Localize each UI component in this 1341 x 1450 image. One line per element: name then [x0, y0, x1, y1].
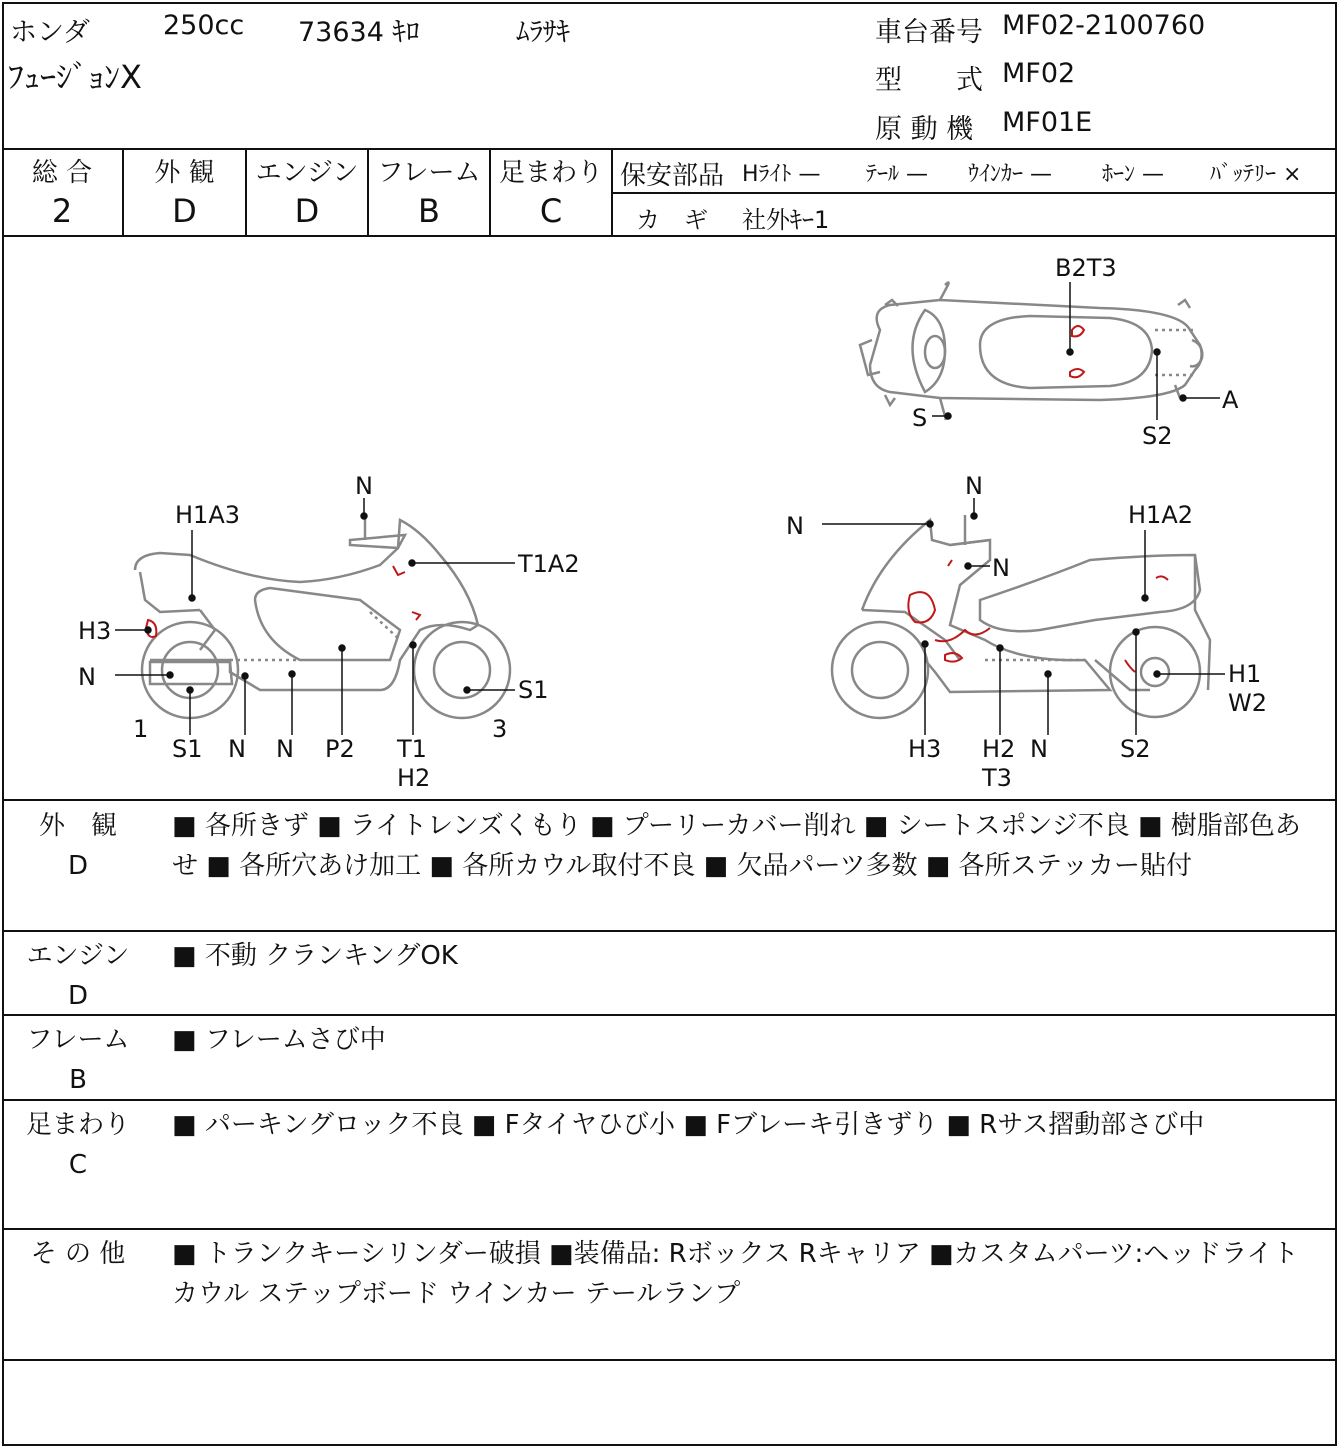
diagram-label: N	[786, 512, 804, 540]
divider	[2, 930, 1337, 932]
key-label: カ ギ	[636, 206, 708, 234]
diagram-label: P2	[325, 735, 355, 763]
diagram-label: H1	[1228, 660, 1262, 688]
section-chassis-text: ■ パーキングロック不良 ■ Fタイヤひび小 ■ Fブレーキ引きずり ■ Rサス摺動部さび中	[172, 1110, 1205, 1140]
safety-horn: ﾎｰﾝ —	[1102, 162, 1165, 187]
diagram-label: H2	[397, 764, 431, 792]
section-exterior-label: 外 観 D	[38, 811, 117, 881]
mileage: 73634 ｷﾛ	[298, 17, 420, 48]
section-frame-label: フレーム B	[26, 1025, 130, 1095]
diagram-label: S1	[518, 676, 549, 704]
diagram-label: H1A2	[1128, 501, 1194, 529]
right-side-scooter	[832, 515, 1210, 718]
diagram-label: N	[965, 472, 983, 500]
divider	[2, 148, 1337, 150]
grade-exterior-value: D	[172, 192, 197, 230]
top-view-scooter	[860, 283, 1202, 421]
diagram-label: H3	[908, 735, 942, 763]
safety-battery: ﾊﾞｯﾃﾘｰ ×	[1210, 162, 1302, 187]
diagram-label: T1A2	[518, 550, 580, 578]
diagram-label: S1	[172, 735, 203, 763]
diagram-label: N	[992, 554, 1010, 582]
damage-diagram	[0, 237, 1341, 800]
key-value: 社外ｷｰ1	[742, 206, 830, 234]
grade-total-value: 2	[51, 192, 73, 230]
diagram-label: 1	[133, 715, 149, 743]
diagram-label: S2	[1120, 735, 1151, 763]
diagram-label: T3	[982, 764, 1012, 792]
diagram-label: N	[228, 735, 246, 763]
diagram-label: S2	[1142, 422, 1173, 450]
safety-label: 保安部品	[620, 161, 725, 191]
diagram-label: H2	[982, 735, 1016, 763]
safety-winker: ｳｲﾝｶｰ —	[968, 162, 1053, 187]
model-name: ﾌｭｰｼﾞｮﾝX	[8, 58, 142, 96]
diagram-label: B2T3	[1055, 254, 1117, 282]
type-value: MF02	[1002, 58, 1076, 89]
diagram-label: A	[1222, 386, 1239, 414]
diagram-label: N	[276, 735, 294, 763]
grade-exterior-label: 外 観	[154, 158, 215, 188]
diagram-label: T1	[397, 735, 427, 763]
diagram-label: S	[912, 404, 928, 432]
divider	[2, 1228, 1337, 1230]
engine-label: 原 動 機	[875, 114, 974, 145]
diagram-label: N	[1030, 735, 1048, 763]
grade-engine-value: D	[294, 192, 320, 230]
grade-frame-label: フレーム	[377, 158, 481, 188]
section-engine-text: ■ 不動 クランキングOK	[172, 941, 458, 971]
grade-chassis-label: 足まわり	[498, 158, 603, 188]
diagram-label: N	[355, 472, 373, 500]
diagram-label: 3	[492, 715, 508, 743]
type-label: 型 式	[875, 65, 983, 96]
diagram-label: H3	[78, 617, 112, 645]
safety-taillight: ﾃｰﾙ —	[866, 162, 929, 187]
divider	[611, 148, 613, 237]
divider	[2, 1014, 1337, 1016]
frame-no-label: 車台番号	[875, 17, 983, 48]
section-engine-label: エンジン D	[26, 941, 130, 1011]
diagram-label: H1A3	[175, 501, 241, 529]
displacement: 250cc	[163, 10, 245, 41]
section-frame-text: ■ フレームさび中	[172, 1025, 386, 1055]
maker: ホンダ	[10, 17, 90, 48]
grade-frame-value: B	[418, 192, 440, 230]
section-exterior-text: ■ 各所きず ■ ライトレンズくもり ■ プーリーカバー削れ ■ シートスポンジ不良 ■ 樹脂部色あせ ■ 各所穴あけ加工 ■ 各所カウル取付不良 ■ 欠品パーツ多数 ■ 各所ステッカー貼付	[172, 811, 1301, 881]
grade-engine-label: エンジン	[255, 158, 359, 188]
section-other-text: ■ トランクキーシリンダー破損 ■装備品: Rボックス Rキャリア ■カスタムパーツ:ヘッドライト カウル ステップボード ウインカー テールランプ	[172, 1239, 1299, 1309]
engine-value: MF01E	[1002, 107, 1093, 138]
safety-headlight: Hﾗｲﾄ —	[742, 162, 821, 187]
grade-total-label: 総 合	[31, 158, 93, 188]
damage-marks	[146, 326, 1168, 672]
divider	[2, 1359, 1337, 1361]
grade-chassis-value: C	[539, 192, 563, 230]
section-chassis-label: 足まわり C	[25, 1110, 130, 1180]
diagram-label: N	[78, 663, 96, 691]
color: ﾑﾗｻｷ	[516, 17, 570, 48]
divider	[2, 1099, 1337, 1101]
frame-no: MF02-2100760	[1002, 10, 1206, 41]
diagram-label: W2	[1228, 689, 1267, 717]
divider	[2, 799, 1337, 801]
divider	[612, 192, 1337, 194]
section-other-label: そ の 他	[30, 1239, 126, 1269]
